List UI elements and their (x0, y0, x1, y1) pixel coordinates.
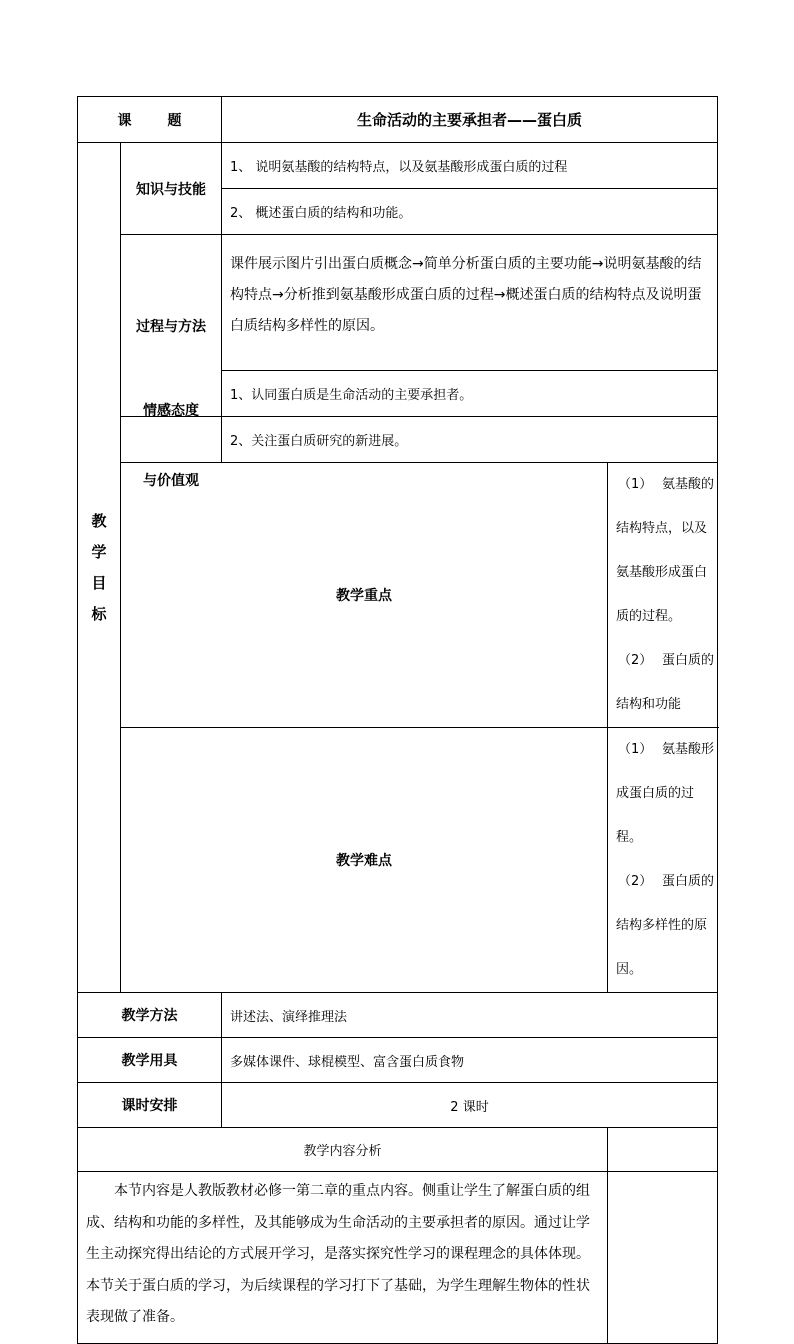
emotion-label (121, 402, 222, 489)
emotion-item-2: 2、关注蛋白质研究的新进展。 (222, 417, 718, 463)
keypoint-item (616, 463, 717, 639)
goals-label-char: 目 (91, 573, 107, 592)
goals-label-char: 标 (91, 604, 107, 623)
emotion-label-line-2: 与价值观 (143, 472, 199, 489)
keypoint-text: 蛋白质的结构和功能 (616, 653, 715, 712)
analysis-empty-cell (608, 1172, 718, 1344)
knowledge-item-1: 1、 说明氨基酸的结构特点，以及氨基酸形成蛋白质的过程 (222, 143, 718, 189)
difficulties-label: 教学难点 (121, 728, 608, 993)
method-value: 讲述法、演绎推理法 (222, 993, 718, 1038)
analysis-row (78, 1172, 718, 1344)
knowledge-label: 知识与技能 (121, 143, 222, 235)
difficulty-num: （2） (618, 874, 653, 889)
lesson-plan-table (77, 96, 718, 1344)
analysis-header-row (78, 1128, 718, 1172)
difficulties-row (78, 728, 718, 993)
difficulties-list (608, 728, 718, 993)
goals-label-char: 教 (91, 511, 107, 530)
keypoint-item (616, 639, 717, 727)
knowledge-row-1 (78, 143, 718, 189)
topic-label-char-1: 课 (117, 112, 132, 129)
tools-label: 教学用具 (78, 1038, 222, 1083)
topic-row (78, 97, 718, 143)
analysis-text: 本节内容是人教版教材必修一第二章的重点内容。侧重让学生了解蛋白质的组成、结构和功能的多样性，及其能够成为生命活动的主要承担者的原因。通过让学生主动探究得出结论的方式展开学习，是落实探究性学习的课程理念的具体体现。本节关于蛋白质的学习，为后续课程的学习打下了基础，为学生理解生物体的性状表现做了准备。 (78, 1172, 608, 1344)
keypoint-text: 氨基酸的结构特点，以及氨基酸形成蛋白质的过程。 (616, 477, 715, 624)
schedule-label: 课时安排 (78, 1083, 222, 1128)
emotion-item-1: 1、认同蛋白质是生命活动的主要承担者。 (222, 371, 718, 417)
keypoints-label: 教学重点 (121, 463, 608, 728)
difficulty-text: 蛋白质的结构多样性的原因。 (616, 874, 715, 977)
method-row (78, 993, 718, 1038)
tools-value: 多媒体课件、球棍模型、富含蛋白质食物 (222, 1038, 718, 1083)
difficulty-item (616, 860, 717, 992)
analysis-header-empty-cell (608, 1128, 718, 1172)
analysis-header: 教学内容分析 (78, 1128, 608, 1172)
tools-row (78, 1038, 718, 1083)
difficulty-num: （1） (618, 742, 653, 757)
keypoints-row (78, 463, 718, 728)
topic-label (78, 97, 222, 143)
goals-label (78, 143, 121, 993)
process-label: 过程与方法 (121, 235, 222, 417)
keypoints-list (608, 463, 718, 728)
knowledge-item-2: 2、 概述蛋白质的结构和功能。 (222, 189, 718, 235)
topic-value: 生命活动的主要承担者——蛋白质 (222, 97, 718, 143)
method-label: 教学方法 (78, 993, 222, 1038)
schedule-row (78, 1083, 718, 1128)
schedule-value: 2 课时 (222, 1083, 718, 1128)
keypoint-num: （2） (618, 653, 653, 668)
process-text: 课件展示图片引出蛋白质概念→简单分析蛋白质的主要功能→说明氨基酸的结构特点→分析推到氨基酸形成蛋白质的过程→概述蛋白质的结构特点及说明蛋白质结构多样性的原因。 (222, 235, 718, 371)
goals-label-char: 学 (91, 542, 107, 561)
topic-label-char-2: 题 (167, 112, 182, 129)
emotion-label-line-1: 情感态度 (143, 402, 199, 419)
difficulty-text: 氨基酸形成蛋白质的过程。 (616, 742, 715, 845)
keypoint-num: （1） (618, 477, 653, 492)
difficulty-item (616, 728, 717, 860)
emotion-row-2 (78, 417, 718, 463)
process-row (78, 235, 718, 371)
